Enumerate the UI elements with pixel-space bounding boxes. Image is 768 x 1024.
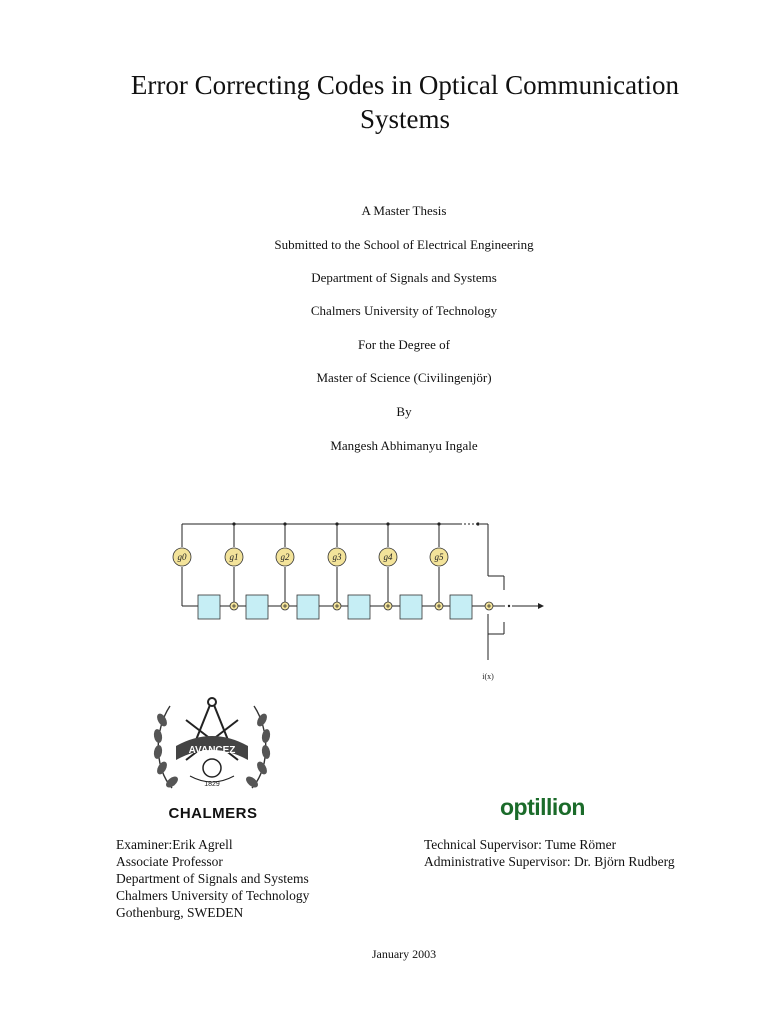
technical-supervisor: Technical Supervisor: Tume Römer bbox=[424, 837, 617, 852]
examiner-title: Associate Professor bbox=[116, 854, 223, 869]
seal-motto: AVANCEZ bbox=[188, 745, 236, 756]
document-title bbox=[60, 68, 750, 136]
coef-label-g5: g5 bbox=[434, 552, 444, 562]
shift-register-6 bbox=[450, 595, 472, 619]
shift-register-5 bbox=[400, 595, 422, 619]
coef-label-g2: g2 bbox=[280, 552, 290, 562]
shift-register-4 bbox=[348, 595, 370, 619]
shift-register-2 bbox=[246, 595, 268, 619]
university: Chalmers University of Technology bbox=[310, 303, 498, 318]
supervisor-block bbox=[424, 836, 675, 870]
administrative-supervisor: Administrative Supervisor: Dr. Björn Rudberg bbox=[424, 854, 675, 869]
examiner-name: Examiner:Erik Agrell bbox=[116, 837, 233, 852]
examiner-department: Department of Signals and Systems bbox=[116, 871, 309, 886]
coef-label-g1: g1 bbox=[229, 552, 239, 562]
thesis-type: A Master Thesis bbox=[361, 203, 447, 218]
submitted-to: Submitted to the School of Electrical Engineering bbox=[274, 237, 534, 252]
examiner-block bbox=[116, 836, 309, 921]
examiner-university: Chalmers University of Technology bbox=[116, 888, 310, 903]
department: Department of Signals and Systems bbox=[311, 270, 497, 285]
degree-name: Master of Science (Civilingenjör) bbox=[316, 370, 492, 385]
coef-label-g4: g4 bbox=[383, 552, 393, 562]
shift-register-3 bbox=[297, 595, 319, 619]
encoder-circuit-diagram bbox=[160, 510, 560, 690]
by-label: By bbox=[396, 404, 412, 419]
optillion-logo: optillion bbox=[500, 794, 585, 820]
coef-label-g3: g3 bbox=[332, 552, 342, 562]
seal-year: 1829 bbox=[204, 781, 220, 788]
chalmers-seal-logo bbox=[150, 690, 274, 802]
chalmers-wordmark: CHALMERS bbox=[168, 805, 258, 822]
submission-date: January 2003 bbox=[371, 947, 437, 961]
title-line-2: Systems bbox=[359, 104, 451, 134]
input-label: i(x) bbox=[482, 672, 494, 681]
shift-register-1 bbox=[198, 595, 220, 619]
title-line-1: Error Correcting Codes in Optical Communication bbox=[130, 70, 680, 100]
author-name: Mangesh Abhimanyu Ingale bbox=[330, 438, 478, 453]
coef-label-g0: g0 bbox=[177, 552, 187, 562]
degree-intro: For the Degree of bbox=[357, 337, 451, 352]
examiner-location: Gothenburg, SWEDEN bbox=[116, 905, 244, 920]
